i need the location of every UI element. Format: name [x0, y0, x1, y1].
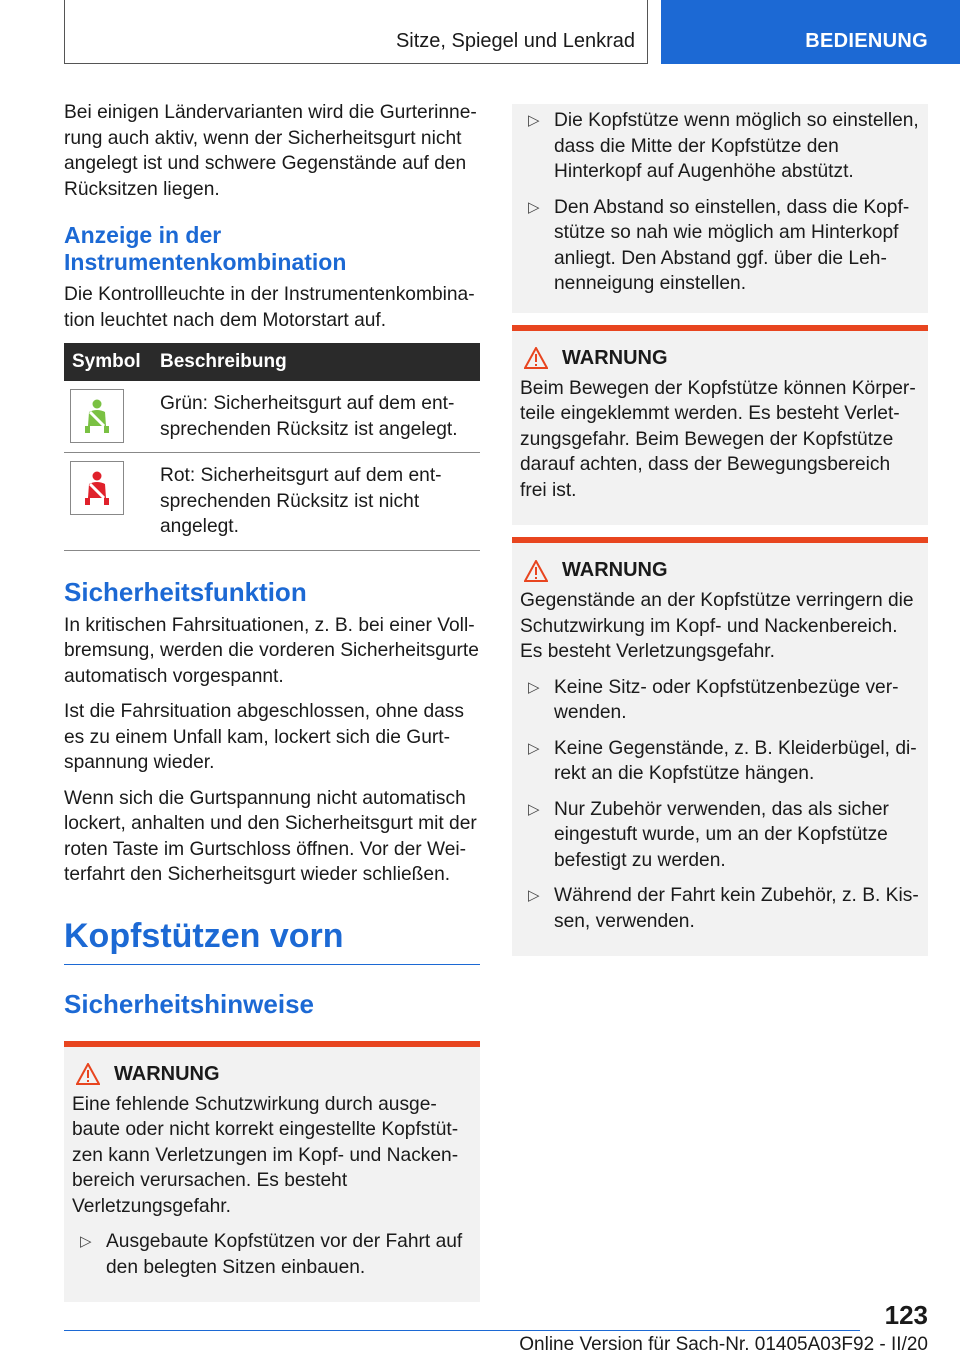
- heading-anzeige: Anzeige in der Instrumentenkombination: [64, 222, 347, 275]
- right-column: [512, 104, 928, 968]
- warning-title: WARNUNG: [114, 1062, 220, 1085]
- list-item: ▷ Den Abstand so einstellen, dass die Kopfstütze so nah wie möglich am Hinterkopf anliegt. Den Abstand ggf. über die Lehnenneigung einstellen.: [528, 196, 910, 294]
- warning-title: WARNUNG: [562, 346, 668, 369]
- bullet-triangle-icon: ▷: [528, 800, 540, 818]
- sicher-paragraph-2: Ist die Fahrsituation abgeschlossen, ohne dass es zu einem Unfall kam, lockert sich die Gurtspannung wieder.: [64, 701, 464, 773]
- table-row: [64, 381, 480, 453]
- sicher-paragraph-1: In kritischen Fahrsituationen, z. B. bei einer Vollbremsung, werden die vorderen Sicherheitsgurte automatisch vorgespannt.: [64, 614, 479, 687]
- col-header-beschreibung: Beschreibung: [152, 343, 480, 381]
- list-item: ▷ Nur Zubehör verwenden, das als sicher eingestuft wurde, um an der Kopfstütze befestigt zu werden.: [528, 798, 889, 871]
- header-chapter-box: [64, 0, 648, 64]
- row-description: Grün: Sicherheitsgurt auf dem entsprechenden Rücksitz ist angelegt.: [152, 381, 480, 453]
- warning-box: [64, 1041, 480, 1303]
- footer-divider: [64, 1330, 860, 1331]
- bullet-triangle-icon: ▷: [528, 198, 540, 216]
- bullet-triangle-icon: ▷: [528, 678, 540, 696]
- warning-triangle-icon: [524, 560, 548, 582]
- footer-online-version: Online Version für Sach-Nr. 01405A03F92 - II/20: [519, 1334, 928, 1355]
- col-header-symbol: Symbol: [64, 343, 152, 381]
- left-column: [64, 100, 480, 1314]
- bullet-triangle-icon: ▷: [528, 887, 540, 904]
- heading-kopfstuetzen: Kopfstützen vorn: [64, 916, 480, 965]
- warning-text: Eine fehlende Schutzwirkung durch ausgebaute oder nicht korrekt eingestellte Kopfstützen kann Verletzungen im Kopf- und Nackenbereich verursachen. Es besteht Verletzungsgefahr.: [72, 1093, 459, 1217]
- bullet-triangle-icon: ▷: [528, 112, 540, 129]
- list-item: ▷ Ausgebaute Kopfstützen vor der Fahrt auf den belegten Sitzen einbauen.: [80, 1231, 463, 1278]
- heading-sicherheitsfunktion: Sicherheitsfunktion: [64, 576, 307, 607]
- warning-text: Beim Bewegen der Kopfstütze können Körperteile eingeklemmt werden. Es besteht Verletzungsgefahr. Beim Bewegen der Kopfstütze darauf achten, dass der Bewegungsbereich frei ist.: [520, 377, 916, 501]
- section-label: BEDIENUNG: [805, 30, 928, 52]
- warning-box: [512, 537, 928, 956]
- chapter-title: Sitze, Spiegel und Lenkrad: [395, 30, 635, 52]
- warning-triangle-icon: [524, 347, 548, 369]
- bullet-triangle-icon: ▷: [528, 739, 540, 757]
- symbol-table: [64, 343, 480, 551]
- list-item: ▷ Keine Gegenstände, z. B. Kleiderbügel, direkt an die Kopfstütze hängen.: [528, 737, 917, 784]
- sicher-paragraph-3: Wenn sich die Gurtspannung nicht automatisch lockert, anhalten und den Sicherheitsgurt mit der roten Taste im Gurtschloss öffnen. Vor der Weiterfahrt den Sicherheitsgurt wieder schließen.: [64, 787, 477, 885]
- list-item: ▷ Während der Fahrt kein Zubehör, z. B. Kissen, verwenden.: [528, 885, 919, 932]
- seatbelt-green-icon: [70, 389, 124, 443]
- seatbelt-red-icon: [70, 461, 124, 515]
- bullet-triangle-icon: ▷: [80, 1233, 92, 1250]
- heading-sicherheitshinweise: Sicherheitshinweise: [64, 988, 314, 1019]
- warning-title: WARNUNG: [562, 559, 668, 581]
- table-row: [64, 453, 480, 551]
- row-description: Rot: Sicherheitsgurt auf dem entsprechenden Rücksitz ist nicht angelegt.: [152, 453, 480, 551]
- page-number: 123: [884, 1300, 928, 1330]
- warning-text: Gegenstände an der Kopfstütze verringern die Schutzwirkung im Kopf- und Nackenbereich. Es besteht Verletzungsgefahr.: [520, 590, 914, 662]
- list-item: ▷ Die Kopfstütze wenn möglich so einstellen, dass die Mitte der Kopfstütze den Hinterkopf auf Augenhöhe abstützt.: [528, 110, 919, 182]
- warning-box: [512, 325, 928, 526]
- intro-paragraph: Bei einigen Ländervarianten wird die Gurterinnerung auch aktiv, wenn der Sicherheitsgurt nicht angelegt ist und schwere Gegenstände auf den Rücksitzen liegen.: [64, 102, 477, 200]
- header-section-tab[interactable]: [661, 0, 960, 64]
- continued-box: [512, 104, 928, 313]
- warning-triangle-icon: [76, 1063, 100, 1085]
- list-item: ▷ Keine Sitz- oder Kopfstützenbezüge verwenden.: [528, 676, 899, 723]
- anzeige-paragraph: Die Kontrollleuchte in der Instrumentenkombination leuchtet nach dem Motorstart auf.: [64, 284, 475, 331]
